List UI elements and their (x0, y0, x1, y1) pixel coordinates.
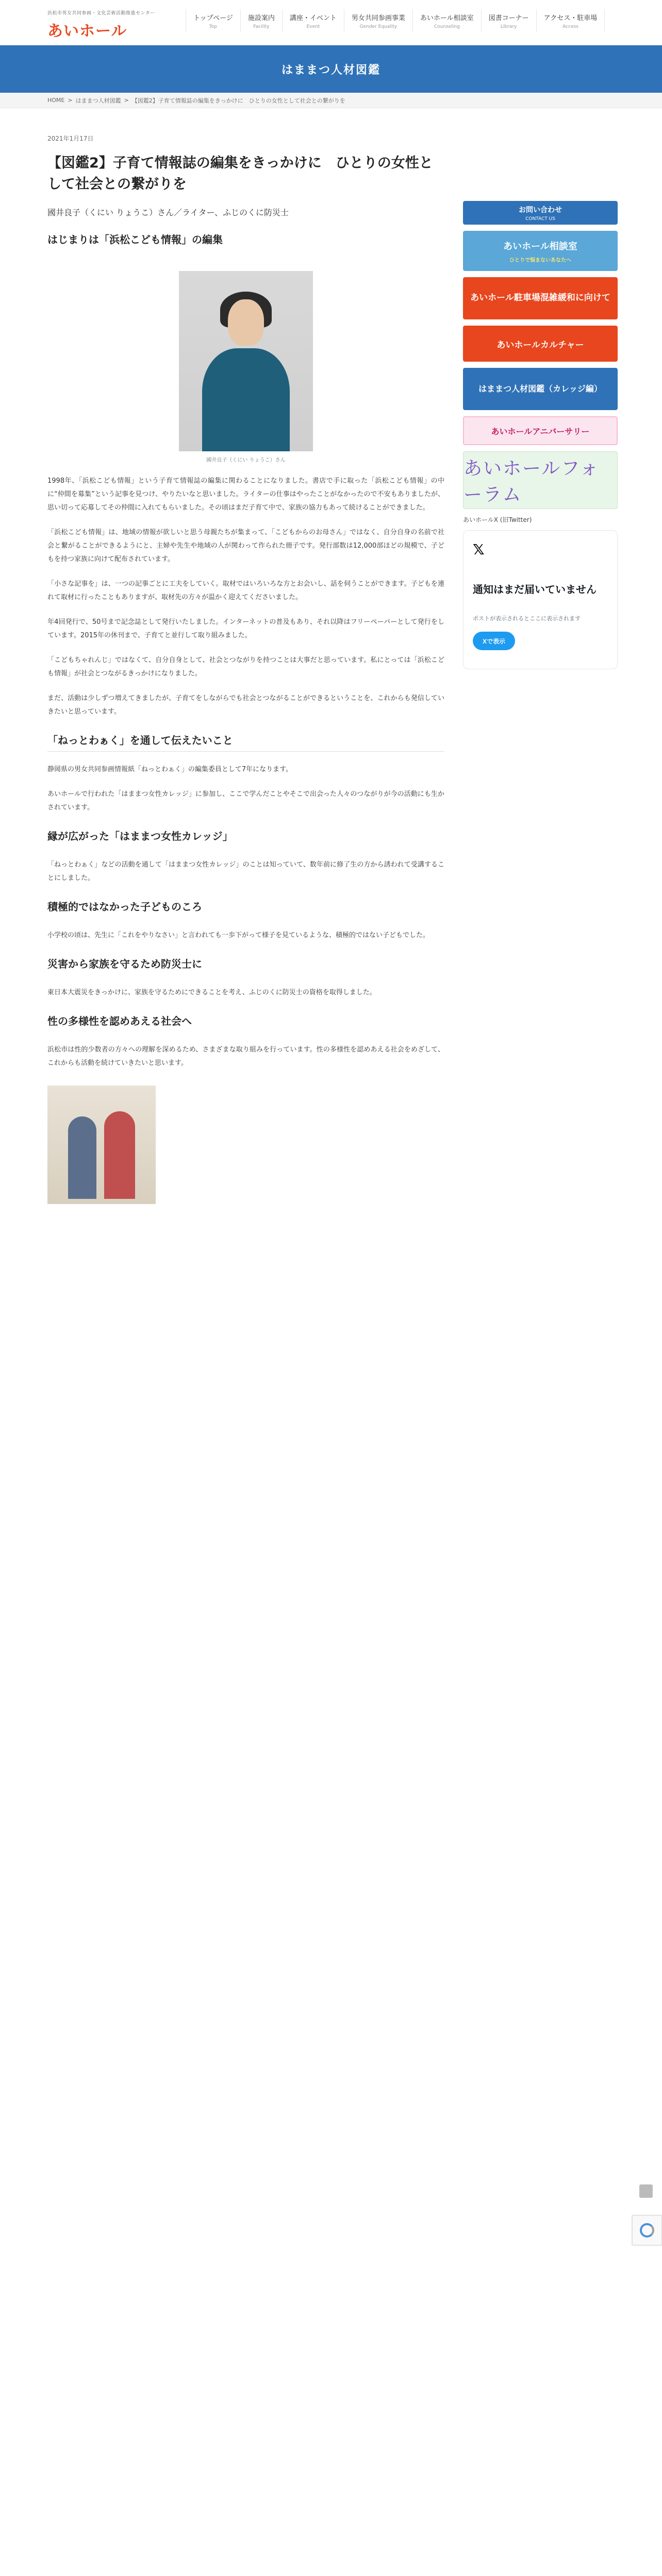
breadcrumb (0, 93, 662, 108)
paragraph: 小学校の頃は、先生に「これをやりなさい」と言われても一歩下がって様子を見ているような、積極的ではない子どもでした。 (47, 931, 430, 939)
nav-en: Top (209, 24, 218, 29)
paragraph: 東日本大震災をきっかけに、家族を守るためにできることを考え、ふじのくに防災士の資格を取得しました。 (47, 989, 376, 996)
forum-label: あいホールフォーラム (464, 458, 600, 505)
site-logo[interactable] (47, 9, 161, 41)
page-banner-title: はままつ人材図鑑 (281, 63, 380, 77)
consult-banner[interactable] (463, 231, 618, 271)
logo-subtitle: 浜松市男女共同参画・文化芸術活動推進センター (47, 11, 155, 16)
logo-text: あいホール (47, 22, 127, 40)
contact-label: お問い合わせ (519, 206, 562, 214)
article (47, 108, 444, 1204)
nav-item-library[interactable] (481, 9, 536, 32)
photo-caption: 國井良子（くにい りょうこ）さん (206, 457, 286, 463)
section-title: 縁が広がった「はままつ女性カレッジ」 (47, 830, 233, 842)
paragraph: 浜松市は性的少数者の方々への理解を深めるため、さまざまな取り組みを行っています。性の多様性を認めあえる社会をめざして、これからも活動を続けていきたいと思います。 (47, 1046, 444, 1067)
post-date: 2021年1月17日 (47, 135, 94, 142)
x-logo-icon: 𝕏 (473, 541, 485, 558)
zukan-label: はままつ人材図鑑（カレッジ編） (478, 384, 602, 394)
breadcrumb-category[interactable]: はままつ人材図鑑 (75, 97, 121, 104)
scroll-to-top-button[interactable] (639, 2184, 653, 2198)
nav-en: Library (500, 24, 517, 29)
author-line: 國井良子（くにい りょうこ）さん／ライター、ふじのくに防災士 (47, 208, 289, 217)
section-title: 性の多様性を認めあえる社会へ (47, 1015, 192, 1027)
portrait-photo (179, 271, 313, 451)
nav-en: Counseling (434, 24, 460, 29)
breadcrumb-home[interactable]: HOME (47, 97, 65, 104)
nav-item-gender[interactable] (344, 9, 412, 32)
nav-label: 男女共同参画事業 (351, 14, 405, 22)
parking-banner[interactable] (463, 277, 618, 319)
nav-item-event[interactable] (282, 9, 344, 32)
paragraph: 「小さな記事を」は、一つの記事ごとに工夫をしていく。取材ではいろいろな方とお会いし、話を伺うことができます。子どもを連れて取材に行ったこともありますが、取材先の方々が温かく迎えてくださいました。 (47, 580, 444, 601)
nav-item-counseling[interactable] (412, 9, 481, 32)
twitter-note: ポストが表示されるとここに表示されます (473, 615, 581, 622)
section-title: 災害から家族を守るため防災士に (47, 958, 202, 970)
paragraph: 1998年、「浜松こども情報」という子育て情報誌の編集に関わることになりました。書店で手に取った「浜松こども情報」の中に“仲間を募集”という記事を見つけ、やりたいなと思いました。ライターの仕事はやったことがなかったので不安もありましたが、思い切って応募してその仲間に入れてもらいました。その頃はまだ子育て中で、家族の協力もあって続けることができました。 (47, 477, 444, 512)
consult-label: あいホール相談室 (503, 241, 577, 252)
nav-item-facility[interactable] (240, 9, 282, 32)
breadcrumb-sep: > (68, 97, 73, 104)
breadcrumb-current: 【図鑑2】子育て情報誌の編集をきっかけに ひとりの女性として社会との繋がりを (131, 97, 345, 104)
bottom-photo (47, 1086, 156, 1204)
nav-label: 図書コーナー (488, 14, 529, 22)
culture-banner[interactable] (463, 326, 618, 362)
nav-en: Event (306, 24, 320, 29)
twitter-embed (463, 530, 618, 669)
anniversary-label: あいホールアニバーサリー (491, 426, 590, 436)
section-title: 「ねっとわぁく」を通して伝えたいこと (47, 732, 444, 752)
nav-label: 講座・イベント (289, 14, 337, 22)
consult-sub: ひとりで悩まないあなたへ (509, 257, 571, 263)
culture-label: あいホールカルチャー (496, 340, 584, 350)
anniversary-banner[interactable] (463, 416, 618, 445)
paragraph: 「浜松こども情報」は、地域の情報が欲しいと思う母親たちが集まって、「こどもからのお母さん」ではなく、自分自身の名前で社会と繋がることができるようにと、主婦や先生や地域の人が関わって作られた冊子です。発行部数は12,000部ほどの規模で、子どもを持つ家族に向けて配布されています。 (47, 529, 444, 563)
paragraph: まだ、活動は少しずつ増えてきましたが、子育てをしながらでも社会とつながることができるということを、これからも発信していきたいと思っています。 (47, 694, 444, 716)
nav-label: あいホール相談室 (420, 14, 474, 22)
page-banner (0, 45, 662, 93)
forum-banner[interactable] (463, 451, 618, 509)
global-nav (186, 9, 605, 32)
nav-item-access[interactable] (536, 9, 605, 32)
section-title: 積極的ではなかった子どものころ (47, 901, 202, 913)
nav-en: Facility (253, 24, 270, 29)
post-title: 【図鑑2】子育て情報誌の編集をきっかけに ひとりの女性として社会との繋がりを (47, 155, 433, 192)
portrait-figure (179, 271, 313, 463)
recaptcha-icon (640, 2223, 654, 2238)
paragraph: 年4回発行で、50号まで記念誌として発行いたしました。インターネットの普及もあり、それ以降はフリーペーパーとして発行をしています。2015年の休刊まで、子育てと並行して取り組みました。 (47, 618, 444, 639)
view-on-x-button[interactable]: Xで表示 (473, 632, 515, 650)
twitter-section-label: あいホールX (旧Twitter) (463, 516, 532, 523)
nav-label: アクセス・駐車場 (543, 14, 598, 22)
site-header (0, 0, 662, 45)
zukan-banner[interactable] (463, 368, 618, 410)
nav-en: Access (562, 24, 578, 29)
paragraph: 「ねっとわぁく」などの活動を通して「はままつ女性カレッジ」のことは知っていて、数年前に修了生の方から誘われて受講することにしました。 (47, 861, 444, 882)
nav-en: Gender Equality (359, 24, 398, 29)
twitter-empty-message: 通知はまだ届いていません (473, 583, 597, 596)
paragraph: 静岡県の男女共同参画情報紙「ねっとわぁく」の編集委員として7年になります。 (47, 766, 293, 773)
nav-label: 施設案内 (247, 14, 275, 22)
recaptcha-badge[interactable] (632, 2215, 662, 2245)
paragraph: 「こどもちゃれんじ」ではなくて、自分自身として、社会とつながりを持つことは大事だと思っています。私にとっては「浜松こども情報」が社会とつながるきっかけになりました。 (47, 656, 444, 677)
nav-item-top[interactable] (186, 9, 240, 32)
breadcrumb-sep: > (124, 97, 129, 104)
paragraph: あいホールで行われた「はままつ女性カレッジ」に参加し、ここで学んだことやそこで出会った人々のつながりが今の活動にも生かされています。 (47, 790, 444, 811)
sidebar (463, 108, 618, 669)
contact-button[interactable] (463, 201, 618, 225)
nav-label: トップページ (193, 14, 233, 22)
section-title: はじまりは「浜松こども情報」の編集 (47, 233, 223, 246)
parking-label: あいホール駐車場混雑緩和に向けて (470, 293, 610, 303)
contact-sub: CONTACT US (525, 216, 555, 222)
